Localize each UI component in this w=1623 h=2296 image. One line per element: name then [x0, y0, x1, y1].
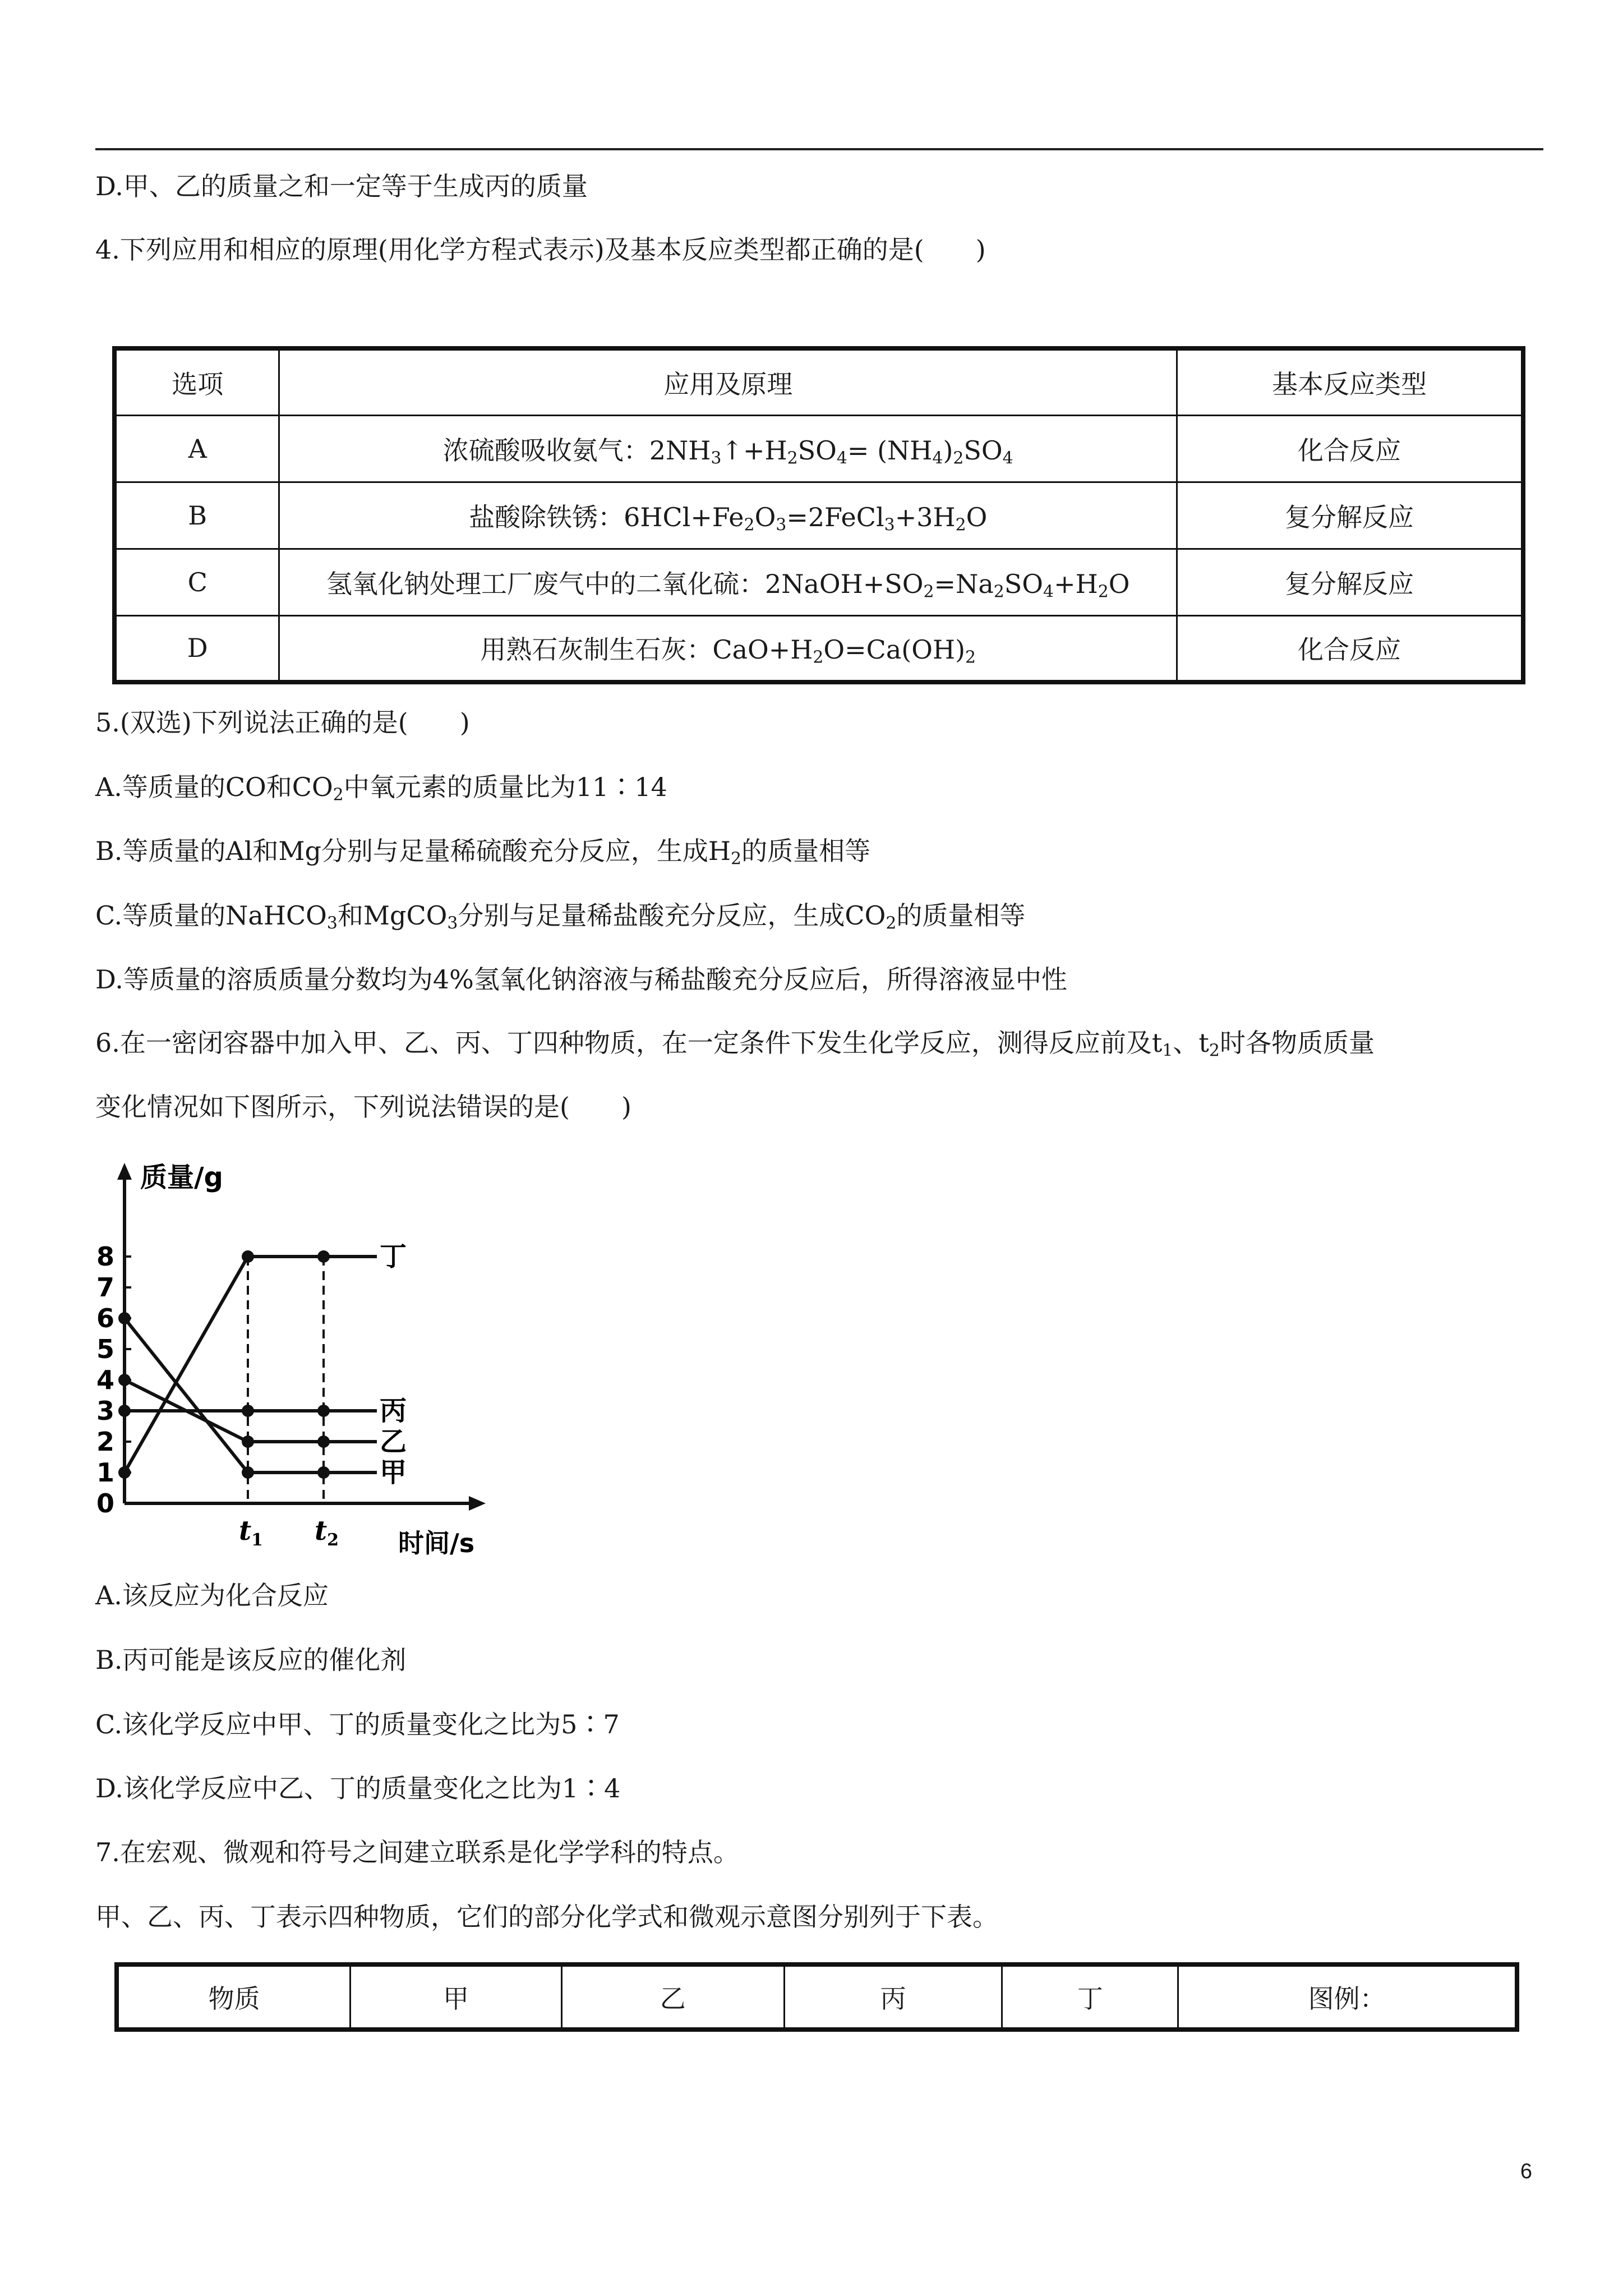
q6-option-b: B.丙可能是该反应的催化剂 — [95, 1645, 407, 1675]
data-point — [118, 1405, 131, 1417]
table-header-row — [114, 348, 1523, 415]
q6-stem-line1: 6.在一密闭容器中加入甲、乙、丙、丁四种物质，在一定条件下发生化学反应，测得反应前及$t_1$、$t_2$时各物质质量 — [95, 1028, 1375, 1061]
series-line — [125, 1318, 377, 1473]
y-tick-label: 3 — [96, 1396, 115, 1426]
data-point — [242, 1405, 254, 1417]
q4-table — [112, 346, 1525, 684]
x-tick-label: $t_2$ — [315, 1515, 339, 1550]
q4-stem: 4.下列应用和相应的原理(用化学方程式表示)及基本反应类型都正确的是( ) — [95, 234, 986, 265]
q5-option-c: C.等质量的NaHCO$_3$和MgCO$_3$分别与足量稀盐酸充分反应，生成$CO_2$的质量相等 — [95, 900, 1026, 933]
q5-option-d: D.等质量的溶质质量分数均为4%氢氧化钠溶液与稀盐酸充分反应后，所得溶液显中性 — [95, 964, 1067, 995]
x-axis-arrow — [469, 1496, 486, 1511]
option-cell: C — [114, 549, 279, 615]
table-row — [114, 549, 1523, 615]
header-cell: 物质 — [117, 1964, 351, 2030]
series-label: 丁 — [380, 1241, 407, 1272]
table-header-row — [117, 1964, 1517, 2030]
q6-option-a: A.该反应为化合反应 — [95, 1580, 329, 1611]
type-cell: 化合反应 — [1177, 415, 1523, 482]
data-point — [317, 1405, 330, 1417]
header-cell: 图例： — [1178, 1964, 1517, 2030]
data-point — [317, 1466, 330, 1479]
y-tick-label: 4 — [96, 1365, 115, 1395]
q6-option-c: C.该化学反应中甲、丁的质量变化之比为5∶7 — [95, 1709, 620, 1740]
type-cell: 复分解反应 — [1177, 482, 1523, 549]
header-cell: 丙 — [784, 1964, 1002, 2030]
data-point — [242, 1435, 254, 1448]
q5-stem: 5.(双选)下列说法正确的是( ) — [95, 707, 470, 738]
q6-option-d: D.该化学反应中乙、丁的质量变化之比为1∶4 — [95, 1773, 621, 1803]
y-tick-label: 2 — [96, 1427, 115, 1457]
option-cell: A — [114, 415, 279, 482]
principle-cell: 用熟石灰制生石灰：$CaO+H_2O=Ca(OH)_2$ — [279, 615, 1177, 682]
table-row — [114, 415, 1523, 482]
header-cell: 甲 — [351, 1964, 562, 2030]
option-cell: B — [114, 482, 279, 549]
data-point — [118, 1466, 131, 1479]
data-point — [242, 1466, 254, 1479]
option-cell: D — [114, 615, 279, 682]
table-row — [114, 615, 1523, 682]
principle-cell: 浓硫酸吸收氨气：$2NH_3↑+H_2SO_4= (NH_4)_2SO_4$ — [279, 415, 1177, 482]
data-point — [118, 1312, 131, 1324]
q5-option-a: A.等质量的CO和$CO_2$中氧元素的质量比为11∶14 — [95, 772, 667, 805]
header-cell: 应用及原理 — [279, 348, 1177, 415]
header-cell: 选项 — [114, 348, 279, 415]
data-point — [242, 1250, 254, 1263]
data-point — [317, 1435, 330, 1448]
q5-option-b: B.等质量的Al和Mg分别与足量稀硫酸充分反应，生成$H_2$的质量相等 — [95, 836, 871, 869]
x-axis-label: 时间/s — [398, 1528, 475, 1557]
header-rule — [95, 148, 1543, 150]
q6-stem-line2: 变化情况如下图所示，下列说法错误的是( ) — [95, 1092, 631, 1122]
series-label: 甲 — [380, 1457, 407, 1488]
table-row — [114, 482, 1523, 549]
y-tick-label: 7 — [96, 1272, 115, 1303]
type-cell: 化合反应 — [1177, 615, 1523, 682]
q7-table — [114, 1962, 1519, 2032]
series-label: 乙 — [380, 1426, 407, 1457]
q7-stem-line1: 7.在宏观、微观和符号之间建立联系是化学学科的特点。 — [95, 1837, 739, 1867]
page-number: 6 — [1520, 2160, 1532, 2183]
y-tick-label: 0 — [96, 1488, 115, 1519]
data-point — [317, 1250, 330, 1263]
x-tick-label: $t_1$ — [239, 1515, 264, 1550]
y-tick-label: 5 — [96, 1334, 115, 1364]
q3-option-d: D.甲、乙的质量之和一定等于生成丙的质量 — [95, 171, 588, 201]
q7-stem-line2: 甲、乙、丙、丁表示四种物质，它们的部分化学式和微观示意图分别列于下表。 — [95, 1902, 998, 1932]
principle-cell: 盐酸除铁锈：$6HCl+Fe_2O_3=2FeCl_3+3H_2O$ — [279, 482, 1177, 549]
header-cell: 乙 — [561, 1964, 784, 2030]
mass-time-chart — [90, 1153, 494, 1557]
y-tick-label: 6 — [96, 1303, 115, 1333]
series-label: 丙 — [380, 1395, 407, 1427]
header-cell: 基本反应类型 — [1177, 348, 1523, 415]
y-tick-label: 1 — [96, 1457, 115, 1488]
data-point — [118, 1374, 131, 1386]
type-cell: 复分解反应 — [1177, 549, 1523, 615]
y-tick-label: 8 — [96, 1241, 115, 1272]
principle-cell: 氢氧化钠处理工厂废气中的二氧化硫：$2NaOH+SO_2=Na_2SO_4+H_2O$ — [279, 549, 1177, 615]
header-cell: 丁 — [1002, 1964, 1178, 2030]
y-axis-label: 质量/g — [140, 1162, 223, 1193]
y-axis-arrow — [117, 1163, 132, 1180]
